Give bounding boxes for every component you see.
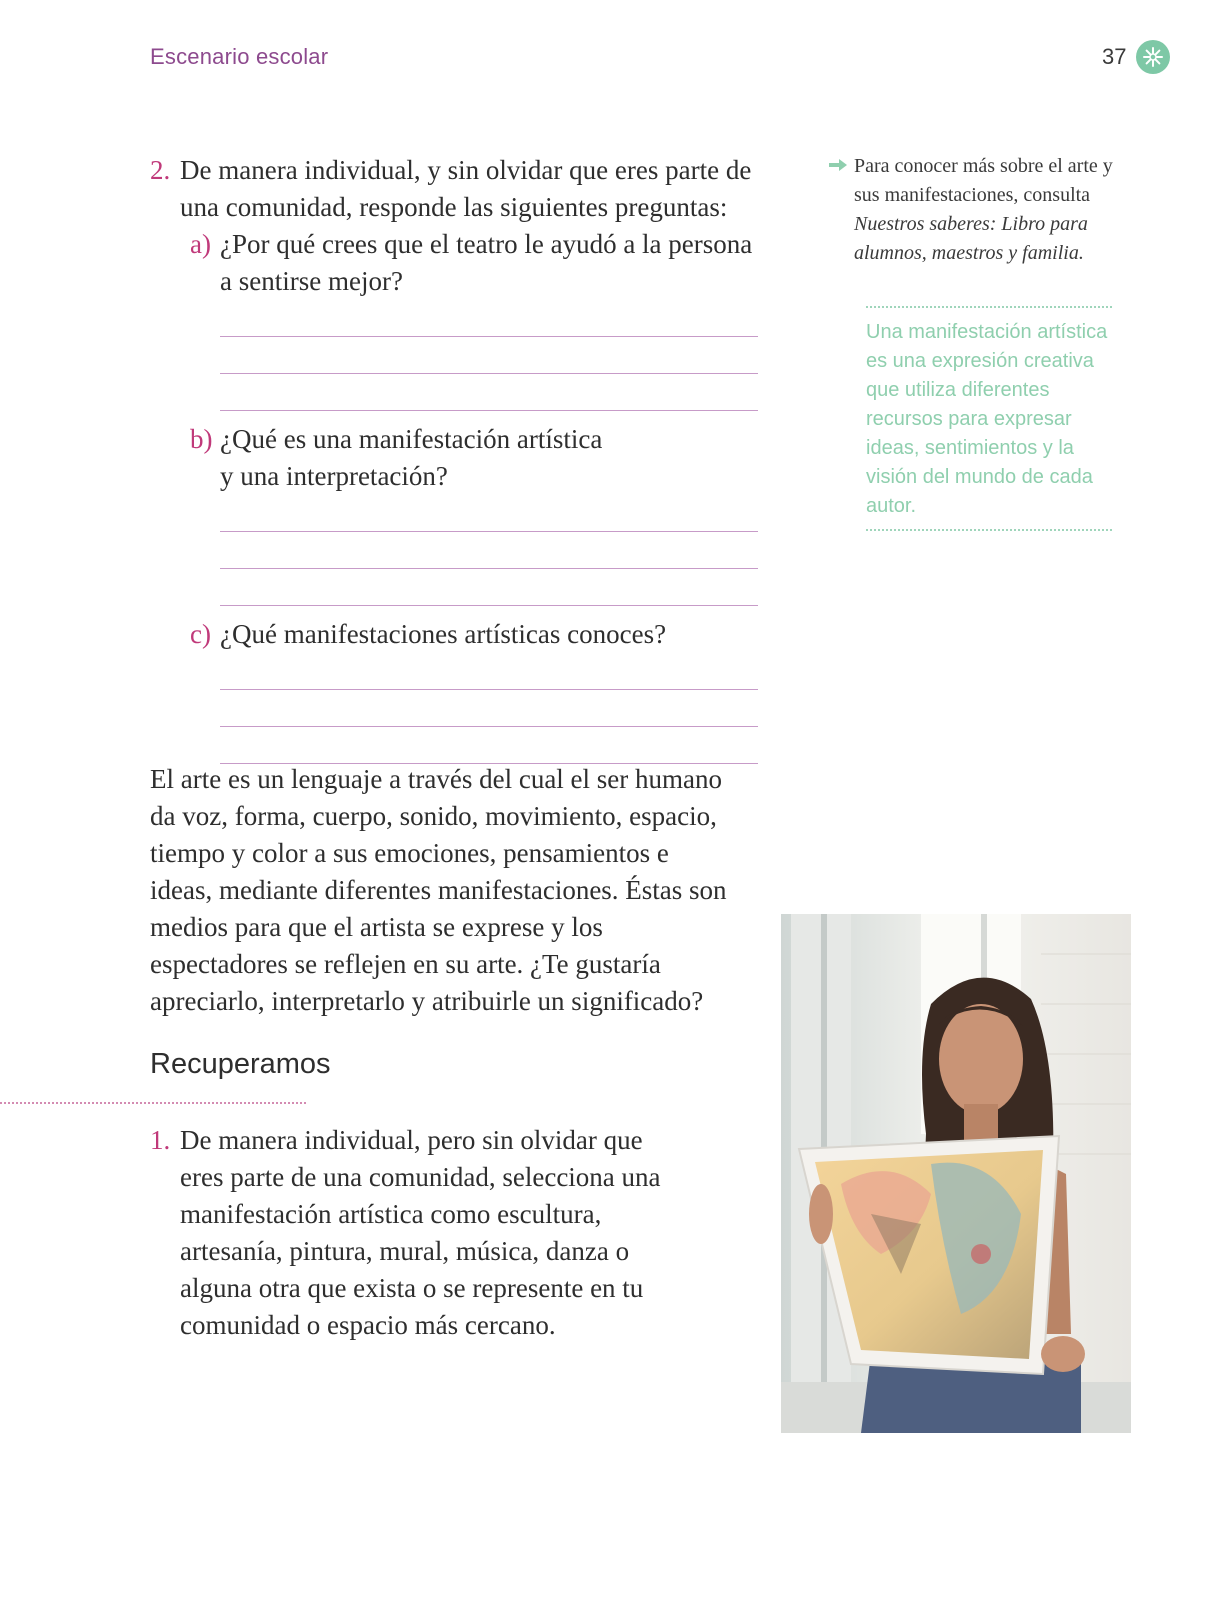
page-number: 37	[1102, 44, 1127, 69]
answer-lines-b[interactable]	[220, 495, 758, 606]
section-rule	[0, 1102, 306, 1104]
sidebar-note-text	[854, 152, 1128, 268]
sub-question-text: ¿Por qué crees que el teatro le ayudó a la persona a sentirse mejor?	[220, 229, 753, 296]
definition-box: Una manifestación artística es una expresión creativa que utiliza diferentes recursos para expresar ideas, sentimientos y la visión del mundo de cada autor.	[866, 306, 1112, 531]
answer-line[interactable]	[220, 690, 758, 727]
answer-line[interactable]	[220, 337, 758, 374]
sub-question-text: ¿Qué es una manifestación artística y una interpretación?	[220, 424, 603, 491]
sub-question-b	[180, 421, 770, 495]
answer-line[interactable]	[220, 495, 758, 532]
sub-question-letter: b)	[190, 424, 213, 454]
sub-question-a	[180, 226, 770, 300]
answer-line[interactable]	[220, 569, 758, 606]
section-title: Recuperamos	[150, 1048, 331, 1080]
body-paragraph: El arte es un lenguaje a través del cual el ser humano da voz, forma, cuerpo, sonido, movimiento, espacio, tiempo y color a sus emociones, pensamientos e ideas, mediante diferentes manifestaciones. Éstas son medios para que el artista se exprese y los espectadores se reflejen en su arte. ¿Te gustaría apreciarlo, interpretarlo y atribuirle un significado?	[150, 764, 727, 1016]
photo-girl-holding-painting	[781, 914, 1131, 1433]
book-title: Nuestros saberes: Libro para alumnos, maestros y familia.	[854, 213, 1088, 264]
snowflake-icon	[1136, 40, 1170, 74]
sidebar-note	[828, 152, 1128, 268]
sidebar-note-prefix: Para conocer más sobre el arte y sus manifestaciones, consulta	[854, 155, 1113, 206]
question-number: 2.	[150, 155, 171, 185]
sub-question-c	[180, 616, 770, 653]
answer-line[interactable]	[220, 300, 758, 337]
answer-line[interactable]	[220, 532, 758, 569]
running-head: Escenario escolar	[150, 44, 329, 69]
sub-question-letter: a)	[190, 229, 211, 259]
answer-lines-c[interactable]	[220, 653, 758, 764]
question-2	[150, 152, 770, 764]
sub-question-text: ¿Qué manifestaciones artísticas conoces?	[220, 619, 667, 649]
answer-line[interactable]	[220, 727, 758, 764]
recuperamos-item-1	[150, 1122, 670, 1344]
item-text: De manera individual, pero sin olvidar que eres parte de una comunidad, selecciona una manifestación artística como escultura, artesanía, pintura, mural, música, danza o alguna otra que exista o se represente en tu comunidad o espacio más cercano.	[180, 1125, 661, 1340]
answer-line[interactable]	[220, 374, 758, 411]
sub-question-letter: c)	[190, 619, 211, 649]
item-number: 1.	[150, 1125, 171, 1155]
question-text: De manera individual, y sin olvidar que eres parte de una comunidad, responde las siguientes preguntas:	[180, 155, 752, 222]
arrow-right-icon	[828, 158, 848, 172]
answer-line[interactable]	[220, 653, 758, 690]
answer-lines-a[interactable]	[220, 300, 758, 411]
